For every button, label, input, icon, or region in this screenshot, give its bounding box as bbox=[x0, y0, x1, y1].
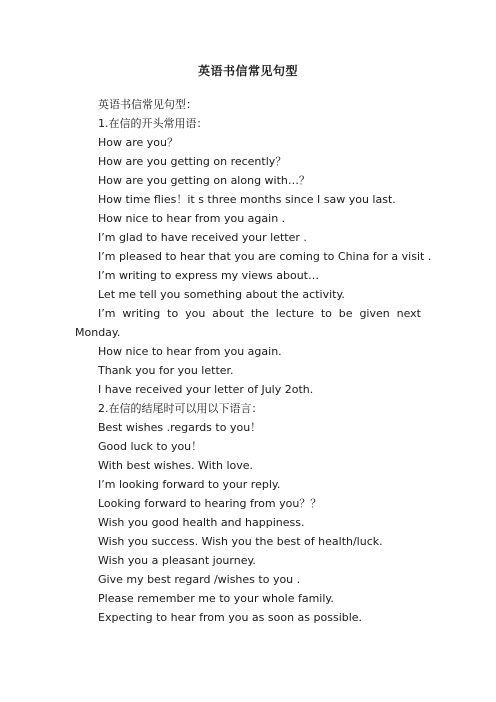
paragraph-line: I have received your letter of July 2oth. bbox=[98, 383, 314, 396]
paragraph-section-2-heading: 2.在信的结尾时可以用以下语言： bbox=[98, 402, 263, 415]
paragraph-line: Wish you a pleasant journey. bbox=[98, 554, 256, 567]
paragraph-line: Best wishes .regards to you！ bbox=[98, 421, 262, 434]
paragraph-line: Looking forward to hearing from you？？ bbox=[98, 497, 322, 510]
paragraph-line-wrapped: I’m writing to you about the lecture to be given next Monday. bbox=[75, 307, 421, 339]
paragraph-line: Good luck to you！ bbox=[98, 440, 203, 453]
paragraph-line: Wish you good health and happiness. bbox=[98, 516, 305, 529]
paragraph-line: I’m glad to have received your letter . bbox=[98, 231, 307, 244]
paragraph-intro-heading: 英语书信常见句型： bbox=[98, 98, 197, 111]
paragraph-line: I’m pleased to hear that you are coming to China for a visit . bbox=[98, 250, 432, 263]
paragraph-line: How time flies！it s three months since I saw you last. bbox=[98, 193, 396, 206]
paragraph-line: I’m writing to express my views about… bbox=[98, 269, 319, 282]
paragraph-line: I’m looking forward to your reply. bbox=[98, 478, 281, 491]
paragraph-line: With best wishes. With love. bbox=[98, 459, 254, 472]
paragraph-line: How nice to hear from you again . bbox=[98, 212, 286, 225]
paragraph-line: How nice to hear from you again. bbox=[98, 345, 282, 358]
document-body bbox=[75, 95, 432, 627]
paragraph-line: Please remember me to your whole family. bbox=[98, 592, 334, 605]
paragraph-line: Thank you for you letter. bbox=[98, 364, 234, 377]
paragraph-line: Wish you success. Wish you the best of health/luck. bbox=[98, 535, 383, 548]
paragraph-line: Give my best regard /wishes to you . bbox=[98, 573, 301, 586]
paragraph-line: How are you getting on recently？ bbox=[98, 155, 287, 168]
paragraph-line: Let me tell you something about the activity. bbox=[98, 288, 345, 301]
paragraph-line: How are you getting on along with…？ bbox=[98, 174, 310, 187]
paragraph-line: Expecting to hear from you as soon as possible. bbox=[98, 611, 363, 624]
paragraph-line: How are you？ bbox=[98, 136, 178, 149]
paragraph-section-1-heading: 1.在信的开头常用语： bbox=[98, 117, 208, 130]
document-title: 英语书信常见句型 bbox=[197, 64, 298, 78]
